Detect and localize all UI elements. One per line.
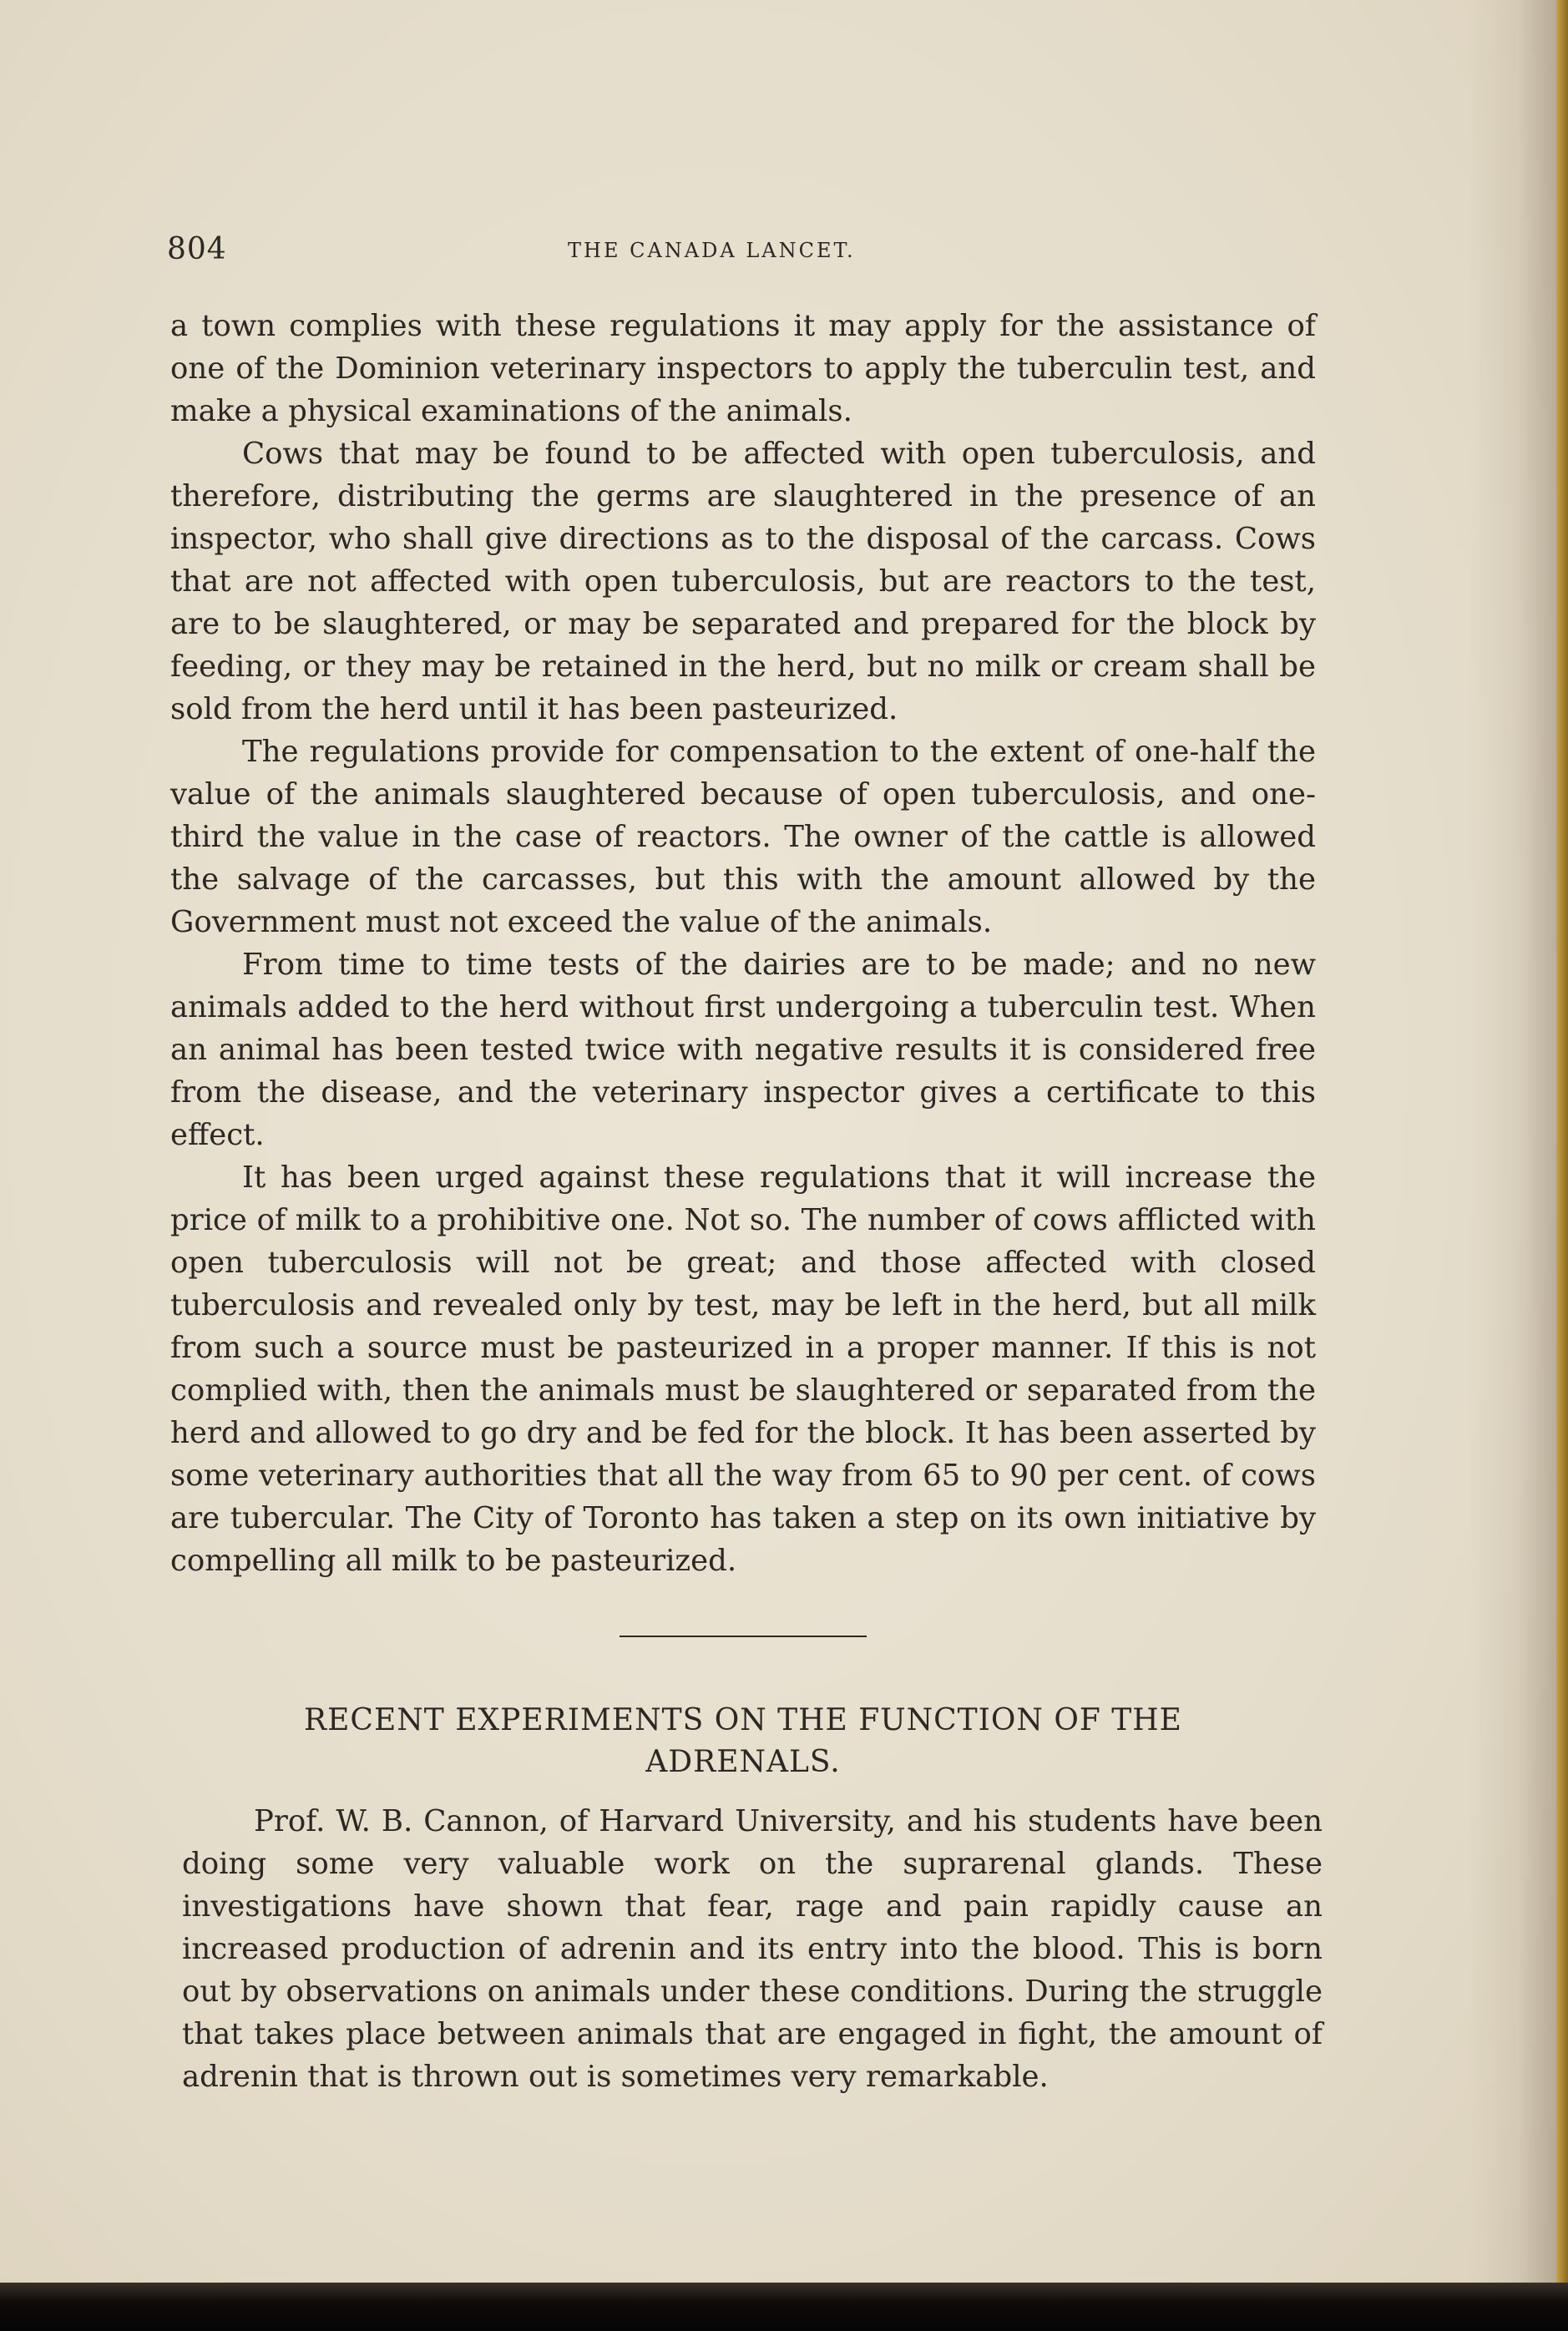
section-title <box>184 1700 1302 1783</box>
page-bottom-shadow <box>0 2283 1568 2331</box>
running-head: THE CANADA LANCET. <box>568 239 856 262</box>
paragraph: Prof. W. B. Cannon, of Harvard University, and his students have been doing some very valuable work on the suprarenal glands. These investigations have shown that fear, rage and pain rapidly cause an increased production of adrenin and its entry into the blood. This is born out by observations on animals under these conditions. During the struggle that takes place between animals that are engaged in fight, the amount of adrenin that is thrown out is sometimes very remarkable. <box>182 1804 1323 2094</box>
paragraph: From time to time tests of the dairies are to be made; and no new animals added to the herd without first undergoing a tuberculin test. When an animal has been tested twice with negative results it is considered free from the disease, and the veterinary inspector gives a certificate to this effect. <box>170 948 1316 1152</box>
section-title-line: ADRENALS. <box>645 1745 841 1779</box>
section-body <box>182 1800 1323 2098</box>
gilt-page-edge <box>1556 0 1568 2331</box>
page-edge-shadow <box>1468 0 1568 2331</box>
paragraph: Cows that may be found to be affected with open tuberculosis, and therefore, distributing the germs are slaughtered in the presence of an inspector, who shall give directions as to the disposal of the carcass. Cows that are not affected with open tuberculosis, but are reactors to the test, are to be slaughtered, or may be separated and prepared for the block by feeding, or they may be retained in the herd, but no milk or cream shall be sold from the herd until it has been pasteurized. <box>170 437 1316 726</box>
article-body <box>170 305 1316 1582</box>
page-number: 804 <box>167 232 227 266</box>
page-header <box>167 232 1302 274</box>
paragraph: The regulations provide for compensation to the extent of one-half the value of the animals slaughtered because of open tuberculosis, and one-third the value in the case of reactors. The owner of the cattle is allowed the salvage of the carcasses, but this with the amount allowed by the Government must not exceed the value of the animals. <box>170 735 1316 939</box>
section-title-line: RECENT EXPERIMENTS ON THE FUNCTION OF THE <box>304 1703 1182 1737</box>
paragraph: It has been urged against these regulations that it will increase the price of milk to a prohibitive one. Not so. The number of cows afflicted with open tuberculosis will not be great; and those affected with closed tuberculosis and revealed only by test, may be left in the herd, but all milk from such a source must be pasteurized in a proper manner. If this is not complied with, then the animals must be slaughtered or separated from the herd and allowed to go dry and be fed for the block. It has been asserted by some veterinary authorities that all the way from 65 to 90 per cent. of cows are tubercular. The City of Toronto has taken a step on its own initiative by compelling all milk to be pasteurized. <box>170 1160 1316 1578</box>
section-divider <box>620 1636 867 1637</box>
paragraph: a town complies with these regulations it may apply for the assistance of one of the Dominion veterinary inspectors to apply the tuberculin test, and make a physical examinations of the animals. <box>170 309 1316 428</box>
